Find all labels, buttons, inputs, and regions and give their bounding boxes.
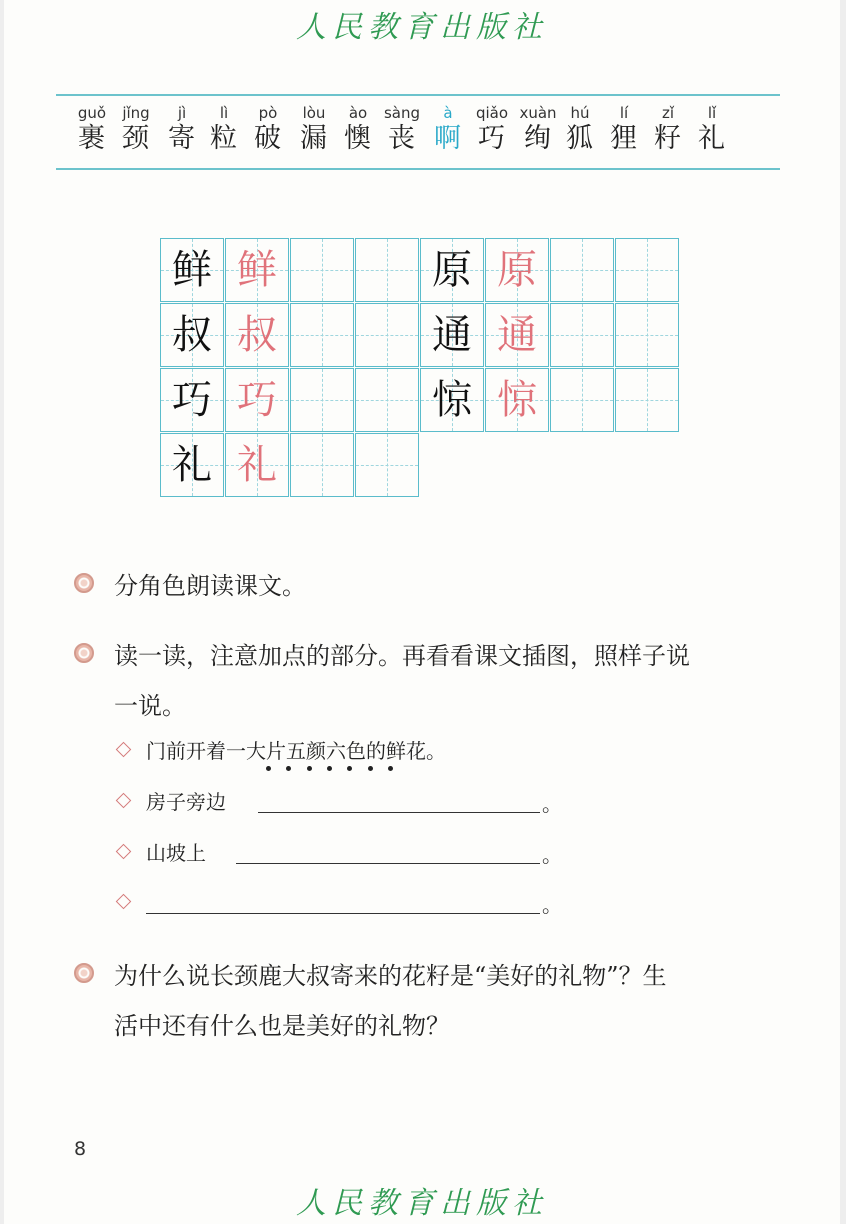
model-character: 通 bbox=[497, 312, 537, 358]
grid-cell-practice[interactable] bbox=[355, 238, 419, 302]
vocab-hanzi: 丧 bbox=[388, 123, 416, 154]
character: 巧 bbox=[172, 377, 212, 423]
grid-cell-practice[interactable] bbox=[290, 368, 354, 432]
vocab-word bbox=[687, 96, 737, 154]
character: 通 bbox=[432, 312, 472, 358]
vocab-pinyin: à bbox=[443, 104, 453, 122]
vocab-hanzi: 破 bbox=[254, 123, 282, 154]
vocab-word bbox=[199, 96, 249, 154]
model-character: 叔 bbox=[237, 312, 277, 358]
grid-cell-practice[interactable] bbox=[290, 238, 354, 302]
grid-cell-practice[interactable] bbox=[355, 303, 419, 367]
vocab-hanzi: 裹 bbox=[78, 123, 106, 154]
vocab-pinyin: zǐ bbox=[661, 104, 675, 122]
bullet-icon bbox=[74, 643, 94, 663]
vocabulary-strip bbox=[56, 94, 780, 170]
model-character: 原 bbox=[497, 247, 537, 293]
emphasis-dot bbox=[368, 766, 373, 771]
question-2-text-line1: 读一读，注意加点的部分。再看看课文插图，照样子说 bbox=[114, 642, 690, 670]
grid-cell-character bbox=[420, 303, 484, 367]
question-3-text-line1: 为什么说长颈鹿大叔寄来的花籽是“美好的礼物”？生 bbox=[114, 962, 667, 990]
vocab-pinyin: lì bbox=[219, 104, 229, 122]
page-number: 8 bbox=[74, 1138, 87, 1160]
emphasis-dot bbox=[327, 766, 332, 771]
vocab-word bbox=[243, 96, 293, 154]
grid-cell-practice[interactable] bbox=[550, 368, 614, 432]
vocab-pinyin: jì bbox=[177, 104, 187, 122]
grid-cell-practice[interactable] bbox=[355, 433, 419, 497]
vocab-pinyin: hú bbox=[570, 104, 590, 122]
vocab-hanzi: 狐 bbox=[566, 123, 594, 154]
fill-in-blank-2[interactable] bbox=[258, 812, 540, 813]
model-character: 惊 bbox=[497, 377, 537, 423]
vocab-hanzi: 寄 bbox=[168, 123, 196, 154]
bullet-icon bbox=[74, 963, 94, 983]
vocab-word bbox=[555, 96, 605, 154]
character: 叔 bbox=[172, 312, 212, 358]
emphasis-dot bbox=[266, 766, 271, 771]
grid-cell-character bbox=[420, 238, 484, 302]
grid-cell-model bbox=[225, 433, 289, 497]
vocab-word bbox=[111, 96, 161, 154]
vocab-pinyin: xuàn bbox=[519, 104, 557, 122]
grid-cell-practice[interactable] bbox=[615, 368, 679, 432]
vocab-hanzi: 巧 bbox=[478, 123, 506, 154]
grid-cell-practice[interactable] bbox=[615, 238, 679, 302]
example-4-period: 。 bbox=[542, 893, 562, 917]
diamond-icon bbox=[116, 793, 132, 809]
vocab-pinyin: pò bbox=[258, 104, 278, 122]
vocab-pinyin: qiǎo bbox=[475, 104, 509, 122]
grid-cell-character bbox=[160, 368, 224, 432]
grid-cell-character bbox=[160, 303, 224, 367]
character: 礼 bbox=[172, 442, 212, 488]
diamond-icon bbox=[116, 844, 132, 860]
grid-cell-practice[interactable] bbox=[550, 238, 614, 302]
vocab-word bbox=[333, 96, 383, 154]
grid-cell-practice[interactable] bbox=[355, 368, 419, 432]
grid-cell-practice[interactable] bbox=[550, 303, 614, 367]
question-2-text-line2: 一说。 bbox=[114, 692, 186, 720]
vocab-hanzi: 啊 bbox=[434, 123, 462, 154]
grid-cell-practice[interactable] bbox=[615, 303, 679, 367]
vocab-hanzi: 礼 bbox=[698, 123, 726, 154]
emphasis-dot bbox=[347, 766, 352, 771]
fill-in-blank-4[interactable] bbox=[146, 913, 540, 914]
example-3-prefix: 山坡上 bbox=[146, 841, 206, 865]
character: 惊 bbox=[432, 377, 472, 423]
grid-cell-model bbox=[225, 303, 289, 367]
vocab-hanzi: 籽 bbox=[654, 123, 682, 154]
vocab-pinyin: lí bbox=[619, 104, 629, 122]
emphasis-dot bbox=[307, 766, 312, 771]
publisher-footer: 人民教育出版社 bbox=[296, 1186, 548, 1221]
emphasis-dot bbox=[388, 766, 393, 771]
question-3-text-line2: 活中还有什么也是美好的礼物？ bbox=[114, 1012, 450, 1040]
vocab-word bbox=[643, 96, 693, 154]
vocab-pinyin: lǐ bbox=[707, 104, 717, 122]
grid-cell-practice[interactable] bbox=[290, 433, 354, 497]
publisher-header: 人民教育出版社 bbox=[296, 10, 548, 45]
vocab-word bbox=[599, 96, 649, 154]
grid-cell-model bbox=[485, 368, 549, 432]
vocab-pinyin: lòu bbox=[302, 104, 326, 122]
vocab-hanzi: 颈 bbox=[122, 123, 150, 154]
example-3-period: 。 bbox=[542, 843, 562, 867]
question-1-text: 分角色朗读课文。 bbox=[114, 572, 306, 600]
textbook-page bbox=[4, 0, 840, 1224]
vocab-pinyin: guǒ bbox=[77, 104, 107, 122]
vocab-word bbox=[67, 96, 117, 154]
grid-cell-character bbox=[160, 433, 224, 497]
emphasis-dot bbox=[286, 766, 291, 771]
bullet-icon bbox=[74, 573, 94, 593]
vocab-word bbox=[289, 96, 339, 154]
vocab-hanzi: 漏 bbox=[300, 123, 328, 154]
diamond-icon bbox=[116, 894, 132, 910]
grid-cell-model bbox=[225, 238, 289, 302]
diamond-icon bbox=[116, 742, 132, 758]
vocab-hanzi: 懊 bbox=[344, 123, 372, 154]
vocab-pinyin: jǐng bbox=[122, 104, 150, 122]
fill-in-blank-3[interactable] bbox=[236, 863, 540, 864]
vocab-word bbox=[423, 96, 473, 154]
grid-cell-model bbox=[485, 303, 549, 367]
model-character: 巧 bbox=[237, 377, 277, 423]
example-2-period: 。 bbox=[542, 792, 562, 816]
grid-cell-character bbox=[160, 238, 224, 302]
grid-cell-character bbox=[420, 368, 484, 432]
vocab-hanzi: 粒 bbox=[210, 123, 238, 154]
grid-cell-model bbox=[225, 368, 289, 432]
vocab-pinyin: sàng bbox=[383, 104, 421, 122]
vocab-word bbox=[467, 96, 517, 154]
grid-cell-practice[interactable] bbox=[290, 303, 354, 367]
example-sentence: 门前开着一大片五颜六色的鲜花。 bbox=[146, 739, 446, 763]
vocab-hanzi: 绚 bbox=[524, 123, 552, 154]
model-character: 礼 bbox=[237, 442, 277, 488]
example-2-prefix: 房子旁边 bbox=[146, 790, 226, 814]
character: 原 bbox=[432, 247, 472, 293]
vocab-word bbox=[377, 96, 427, 154]
character: 鲜 bbox=[172, 247, 212, 293]
vocab-pinyin: ào bbox=[348, 104, 368, 122]
model-character: 鲜 bbox=[237, 247, 277, 293]
vocab-hanzi: 狸 bbox=[610, 123, 638, 154]
grid-cell-model bbox=[485, 238, 549, 302]
